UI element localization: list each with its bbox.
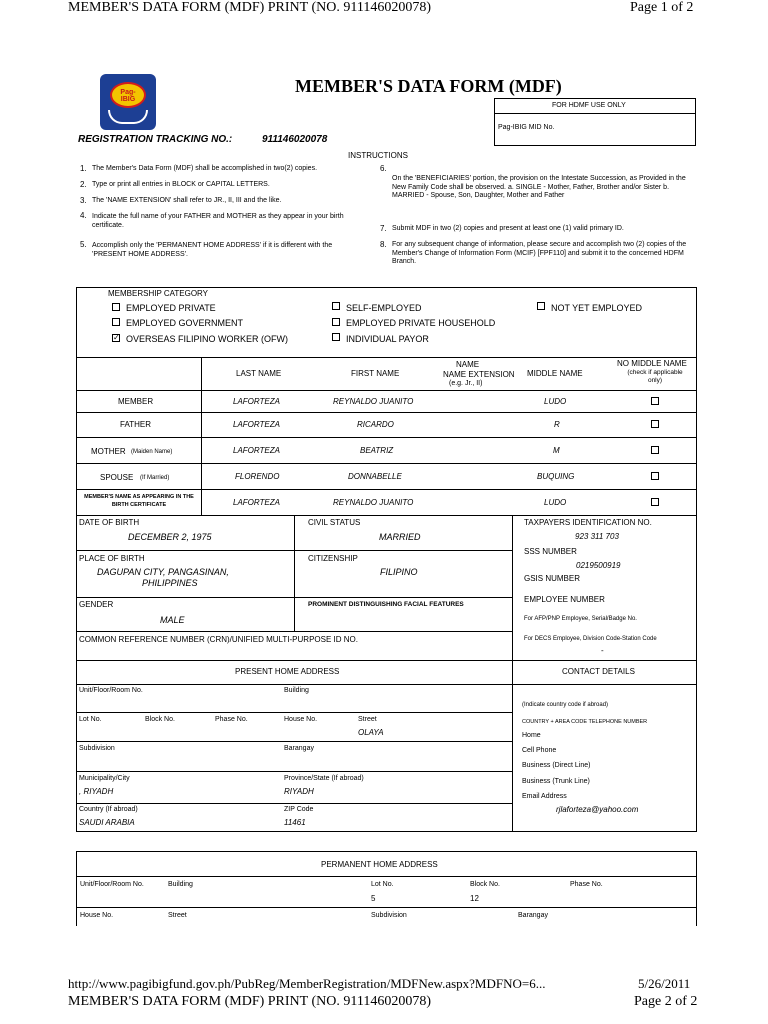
- logo-text: Pag-IBIG: [120, 89, 136, 103]
- member-first-name: REYNALDO JUANITO: [333, 397, 414, 406]
- decs-label: For DECS Employee, Division Code-Station Code: [524, 636, 657, 642]
- employed-government-label: EMPLOYED GOVERNMENT: [126, 318, 244, 328]
- instructions-title: INSTRUCTIONS: [348, 151, 408, 160]
- first-name-header: FIRST NAME: [351, 369, 400, 378]
- hdmf-use-only-label: FOR HDMF USE ONLY: [552, 102, 626, 109]
- home-phone-label: Home: [522, 732, 541, 739]
- gender-label: GENDER: [79, 600, 114, 609]
- last-name-header: LAST NAME: [236, 369, 282, 378]
- footer-url[interactable]: http://www.pagibigfund.gov.ph/PubReg/MemberRegistration/MDFNew.aspx?MDFNO=6...: [68, 976, 546, 991]
- employed-government-checkbox[interactable]: [112, 318, 120, 326]
- form-title: MEMBER'S DATA FORM (MDF): [295, 76, 562, 96]
- instruction-item: Submit MDF in two (2) copies and present at least one (1) valid primary ID.: [392, 225, 624, 232]
- perm-street-label: Street: [168, 912, 187, 919]
- crn-label: COMMON REFERENCE NUMBER (CRN)/UNIFIED MULTI-PURPOSE ID NO.: [79, 635, 358, 644]
- country-code-note: (Indicate country code if abroad): [522, 702, 609, 708]
- pagibig-logo: [100, 74, 156, 130]
- no-middle-name-checkbox[interactable]: [651, 446, 659, 454]
- mother-row-label: MOTHER: [91, 447, 126, 456]
- spouse-row-label: SPOUSE: [100, 473, 134, 482]
- ofw-label: OVERSEAS FILIPINO WORKER (OFW): [126, 334, 289, 344]
- dob-label: DATE OF BIRTH: [79, 518, 140, 527]
- birth-cert-middle-name: LUDO: [544, 498, 567, 507]
- employed-household-checkbox[interactable]: [332, 318, 340, 326]
- ofw-checkbox[interactable]: ✓: [113, 333, 120, 342]
- instruction-item: The Member's Data Form (MDF) shall be accomplished in two(2) copies.: [92, 165, 318, 172]
- perm-block-label: Block No.: [470, 881, 500, 888]
- sss-label: SSS NUMBER: [524, 547, 577, 556]
- member-row-label: MEMBER: [118, 397, 154, 406]
- civil-status-value: MARRIED: [379, 532, 421, 542]
- spouse-first-name: DONNABELLE: [348, 472, 402, 481]
- permanent-address-title: PERMANENT HOME ADDRESS: [321, 860, 438, 869]
- spouse-last-name: FLORENDO: [235, 472, 280, 481]
- gsis-label: GSIS NUMBER: [524, 574, 581, 583]
- not-employed-checkbox[interactable]: [537, 302, 545, 310]
- spouse-middle-name: BUQUING: [537, 472, 575, 481]
- block-label: Block No.: [145, 716, 175, 723]
- mother-row-sublabel: (Maiden Name): [131, 449, 173, 455]
- cell-phone-label: Cell Phone: [522, 747, 557, 754]
- instruction-item: The 'NAME EXTENSION' shall refer to JR., II, III and the like.: [92, 197, 282, 204]
- no-middle-name-checkbox[interactable]: [651, 397, 659, 405]
- country-label: Country (If abroad): [79, 806, 138, 813]
- employed-household-label: EMPLOYED PRIVATE HOUSEHOLD: [346, 318, 496, 328]
- perm-lot-value: 5: [371, 894, 376, 903]
- sss-value: 0219500919: [576, 561, 621, 570]
- municipality-label: Municipality/City: [79, 775, 130, 782]
- perm-barangay-label: Barangay: [518, 912, 548, 919]
- unit-label: Unit/Floor/Room No.: [79, 687, 143, 694]
- father-first-name: RICARDO: [357, 420, 394, 429]
- afp-pnp-label: For AFP/PNP Employee, Serial/Badge No.: [524, 616, 637, 622]
- father-middle-name: R: [554, 420, 560, 429]
- reg-tracking-number: 911146020078: [262, 134, 328, 145]
- zip-label: ZIP Code: [284, 806, 314, 813]
- perm-building-label: Building: [168, 881, 193, 888]
- birth-cert-first-name: REYNALDO JUANITO: [333, 498, 414, 507]
- telephone-label: COUNTRY + AREA CODE TELEPHONE NUMBER: [522, 719, 648, 725]
- business-direct-label: Business (Direct Line): [522, 762, 591, 769]
- employed-private-checkbox[interactable]: [112, 303, 120, 311]
- membership-category-label: MEMBERSHIP CATEGORY: [108, 289, 209, 298]
- father-row-label: FATHER: [120, 420, 151, 429]
- self-employed-label: SELF-EMPLOYED: [346, 303, 422, 313]
- individual-payor-label: INDIVIDUAL PAYOR: [346, 334, 429, 344]
- page-number-bottom: Page 2 of 2: [634, 994, 698, 1009]
- email-value: rjlaforteza@yahoo.com: [556, 805, 639, 814]
- instruction-item: Indicate the full name of your FATHER and MOTHER as they appear in your birth certificate.: [92, 213, 344, 229]
- mother-first-name: BEATRIZ: [360, 446, 394, 455]
- name-ext-example: (e.g. Jr., II): [449, 380, 483, 387]
- province-value: RIYADH: [284, 787, 314, 796]
- pob-label: PLACE OF BIRTH: [79, 554, 145, 563]
- barangay-label: Barangay: [284, 745, 314, 752]
- business-trunk-label: Business (Trunk Line): [522, 778, 590, 785]
- zip-value: 11461: [284, 818, 306, 827]
- reg-tracking-label: REGISTRATION TRACKING NO.:: [78, 134, 233, 145]
- perm-house-label: House No.: [80, 912, 114, 919]
- no-middle-name-checkbox[interactable]: [651, 420, 659, 428]
- name-ext-header-1: NAME: [456, 360, 480, 369]
- house-label: House No.: [284, 716, 318, 723]
- email-label: Email Address: [522, 793, 567, 800]
- father-last-name: LAFORTEZA: [233, 420, 280, 429]
- subdivision-label: Subdivision: [79, 745, 115, 752]
- perm-unit-label: Unit/Floor/Room No.: [80, 881, 144, 888]
- dob-value: DECEMBER 2, 1975: [128, 532, 212, 542]
- mother-middle-name: M: [553, 446, 560, 455]
- country-value: SAUDI ARABIA: [79, 818, 135, 827]
- phase-label: Phase No.: [215, 716, 248, 723]
- no-middle-name-note: (check if applicable only): [627, 369, 683, 384]
- no-middle-name-header: NO MIDDLE NAME: [617, 359, 687, 368]
- street-label: Street: [358, 716, 377, 723]
- perm-phase-label: Phase No.: [570, 881, 603, 888]
- perm-block-value: 12: [470, 894, 479, 903]
- present-address-title: PRESENT HOME ADDRESS: [235, 667, 340, 676]
- citizenship-label: CITIZENSHIP: [308, 554, 358, 563]
- pob-value-line2: PHILIPPINES: [142, 578, 198, 588]
- instruction-item: Accomplish only the 'PERMANENT HOME ADDRESS' if it is different with the 'PRESENT HOME ADDRESS'.: [92, 242, 333, 258]
- citizenship-value: FILIPINO: [380, 567, 418, 577]
- name-ext-header: NAME EXTENSION: [443, 370, 515, 379]
- lot-label: Lot No.: [79, 716, 102, 723]
- tin-label: TAXPAYERS IDENTIFICATION NO.: [524, 518, 652, 527]
- no-middle-name-checkbox[interactable]: [651, 472, 659, 480]
- page-number-top: Page 1 of 2: [630, 0, 694, 15]
- gender-value: MALE: [160, 615, 185, 625]
- footer-title: MEMBER'S DATA FORM (MDF) PRINT (NO. 911146020078): [68, 994, 431, 1009]
- street-value: OLAYA: [358, 728, 384, 737]
- member-middle-name: LUDO: [544, 397, 567, 406]
- facial-features-label: PROMINENT DISTINGUISHING FACIAL FEATURES: [308, 601, 464, 608]
- instruction-item: Type or print all entries in BLOCK or CAPITAL LETTERS.: [92, 181, 270, 188]
- pagibig-mid-label: Pag-IBIG MID No.: [498, 124, 555, 131]
- spouse-row-sublabel: (If Married): [140, 475, 170, 481]
- decs-value: -: [601, 646, 604, 655]
- instruction-item: On the 'BENEFICIARIES' portion, the provision on the Intestate Succession, as Provided in the New Family Code shall be observed. a. SINGLE - Mother, Father, Brother and/or Sister b. MARRIED - Spouse, Son, Daughter, Mother and Father: [392, 175, 686, 199]
- no-middle-name-checkbox[interactable]: [651, 498, 659, 506]
- self-employed-checkbox[interactable]: [332, 302, 340, 310]
- mother-last-name: LAFORTEZA: [233, 446, 280, 455]
- member-last-name: LAFORTEZA: [233, 397, 280, 406]
- perm-lot-label: Lot No.: [371, 881, 394, 888]
- birth-cert-row-label: MEMBER'S NAME AS APPEARING IN THE BIRTH CERTIFICATE: [84, 494, 194, 508]
- employee-number-label: EMPLOYEE NUMBER: [524, 595, 605, 604]
- civil-status-label: CIVIL STATUS: [308, 518, 361, 527]
- municipality-value: , RIYADH: [79, 787, 114, 796]
- employed-private-label: EMPLOYED PRIVATE: [126, 303, 216, 313]
- middle-name-header: MIDDLE NAME: [527, 369, 583, 378]
- building-label: Building: [284, 687, 309, 694]
- perm-subdivision-label: Subdivision: [371, 912, 407, 919]
- individual-payor-checkbox[interactable]: [332, 333, 340, 341]
- instruction-item: For any subsequent change of information, please secure and accomplish two (2) copies of the Member's Change of Information Form (MCIF) [FPF110] and submit it to the concerned HDFM Branch.: [392, 241, 687, 265]
- pob-value-line1: DAGUPAN CITY, PANGASINAN,: [97, 567, 229, 577]
- print-header-title: MEMBER'S DATA FORM (MDF) PRINT (NO. 911146020078): [68, 0, 431, 15]
- footer-date: 5/26/2011: [638, 976, 691, 991]
- contact-details-title: CONTACT DETAILS: [562, 667, 635, 676]
- province-label: Province/State (If abroad): [284, 775, 364, 782]
- tin-value: 923 311 703: [575, 532, 619, 541]
- birth-cert-last-name: LAFORTEZA: [233, 498, 280, 507]
- not-employed-label: NOT YET EMPLOYED: [551, 303, 643, 313]
